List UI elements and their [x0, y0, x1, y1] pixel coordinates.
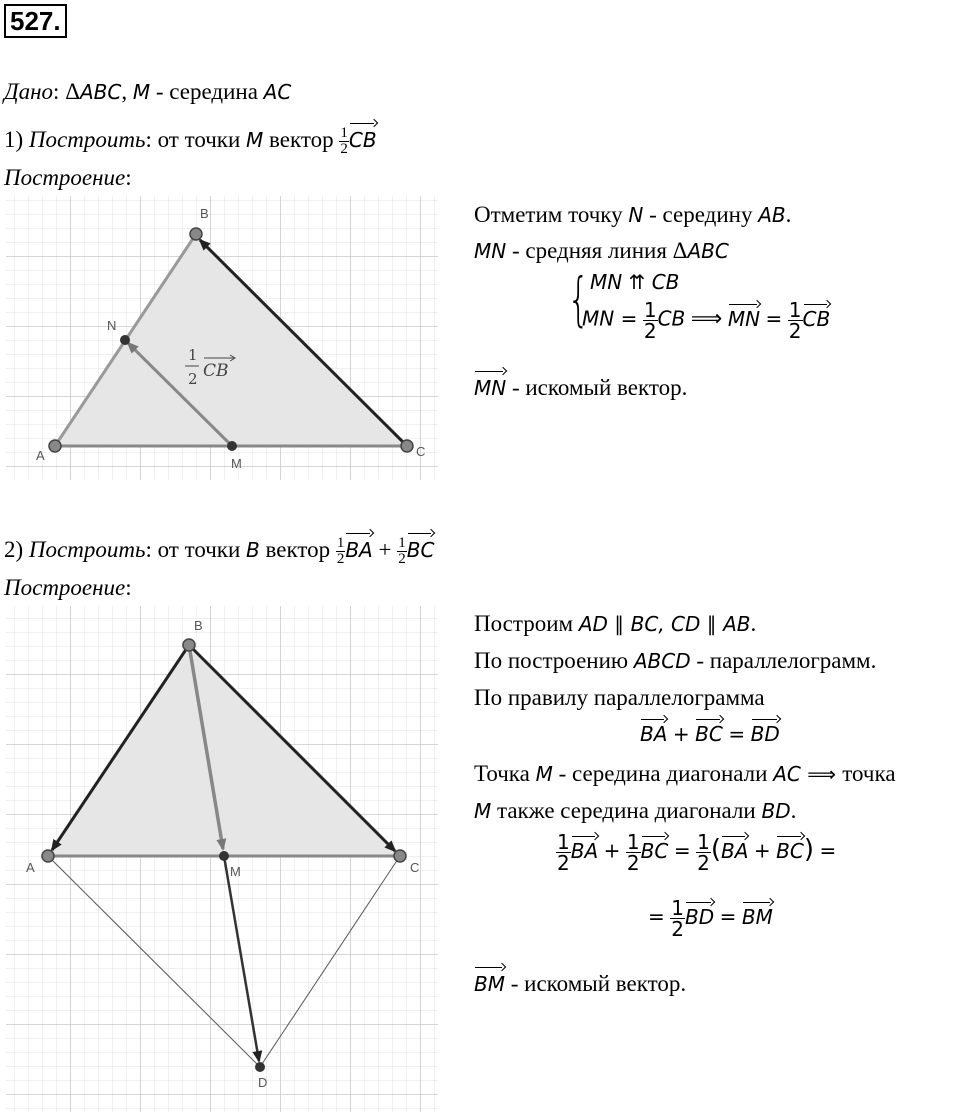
point-n — [120, 335, 130, 345]
p2-line5: M также середина диагонали BD. — [474, 798, 797, 823]
label-c: C — [416, 444, 426, 459]
p2-eq2: $\frac{1}{2}$ BA + $\frac{1}{2}$ BC = $\frac{1}{2}$ (BA + BC) = — [557, 830, 837, 875]
system-brace: { — [567, 265, 590, 333]
p2-final: BM - искомый вектор. — [474, 964, 686, 998]
p2-eq3: = $\frac{1}{2}$ BD = BM — [648, 896, 773, 941]
part1-task: 1) Построить: от точки M вектор $\frac{1}{2}$ CB — [4, 120, 377, 157]
point-m — [227, 441, 237, 451]
p1-line2: MN - средняя линия ΔABC — [474, 238, 729, 263]
p2-line4: Точка M - середина диагонали AC ⟹ точка — [474, 761, 896, 786]
p2-line3: По правилу параллелограмма — [474, 685, 765, 710]
label-m-2: M — [230, 864, 241, 879]
system-line1: MN ⇈ CB — [590, 270, 680, 294]
given-label: Дано — [4, 79, 54, 104]
label-n: N — [107, 318, 117, 333]
svg-text:1: 1 — [188, 346, 198, 364]
label-c-2: C — [410, 860, 420, 875]
given-triangle: ABC — [79, 80, 122, 104]
point-c — [401, 440, 413, 452]
p1-final: MN - искомый вектор. — [474, 368, 687, 402]
part2-construction-label: Построение: — [4, 575, 132, 600]
label-a: A — [36, 448, 45, 463]
point-d — [255, 1062, 265, 1072]
label-b-2: B — [194, 618, 203, 633]
vector-cb: CB — [349, 120, 377, 154]
fraction: $\frac{1}{2}$ — [340, 125, 348, 158]
point-b-2 — [183, 639, 195, 651]
problem-number: 527. — [4, 4, 67, 38]
label-a-2: A — [26, 860, 35, 875]
p2-line1: Построим AD ∥ BC, CD ∥ AB. — [474, 611, 757, 636]
point-c-2 — [394, 850, 406, 862]
part2-task: 2) Построить: от точки B вектор $\frac{1}{2}$ BA + $\frac{1}{2}$ BC — [4, 530, 434, 567]
point-m-2 — [219, 851, 229, 861]
point-a — [49, 440, 61, 452]
label-d: D — [258, 1075, 268, 1090]
point-a-2 — [42, 850, 54, 862]
p2-eq1: BA + BC = BD — [640, 716, 780, 747]
system-line2: MN = $\frac{1}{2}$ CB ⟹ MN = $\frac{1}{2}$ CB — [582, 298, 831, 343]
part1-construction-label: Построение: — [4, 165, 132, 190]
figure-2 — [6, 606, 438, 1112]
svg-text:CB: CB — [203, 361, 229, 381]
label-m: M — [231, 456, 242, 471]
p2-line2: По построению ABCD - параллелограмм. — [474, 648, 877, 673]
svg-text:2: 2 — [188, 370, 198, 388]
label-b: B — [200, 206, 209, 221]
given-line: Дано: ΔABC, M - середина AC — [4, 79, 292, 104]
point-b — [190, 228, 202, 240]
figure-1 — [6, 196, 438, 480]
p1-line1: Отметим точку N - середину AB. — [474, 202, 792, 227]
